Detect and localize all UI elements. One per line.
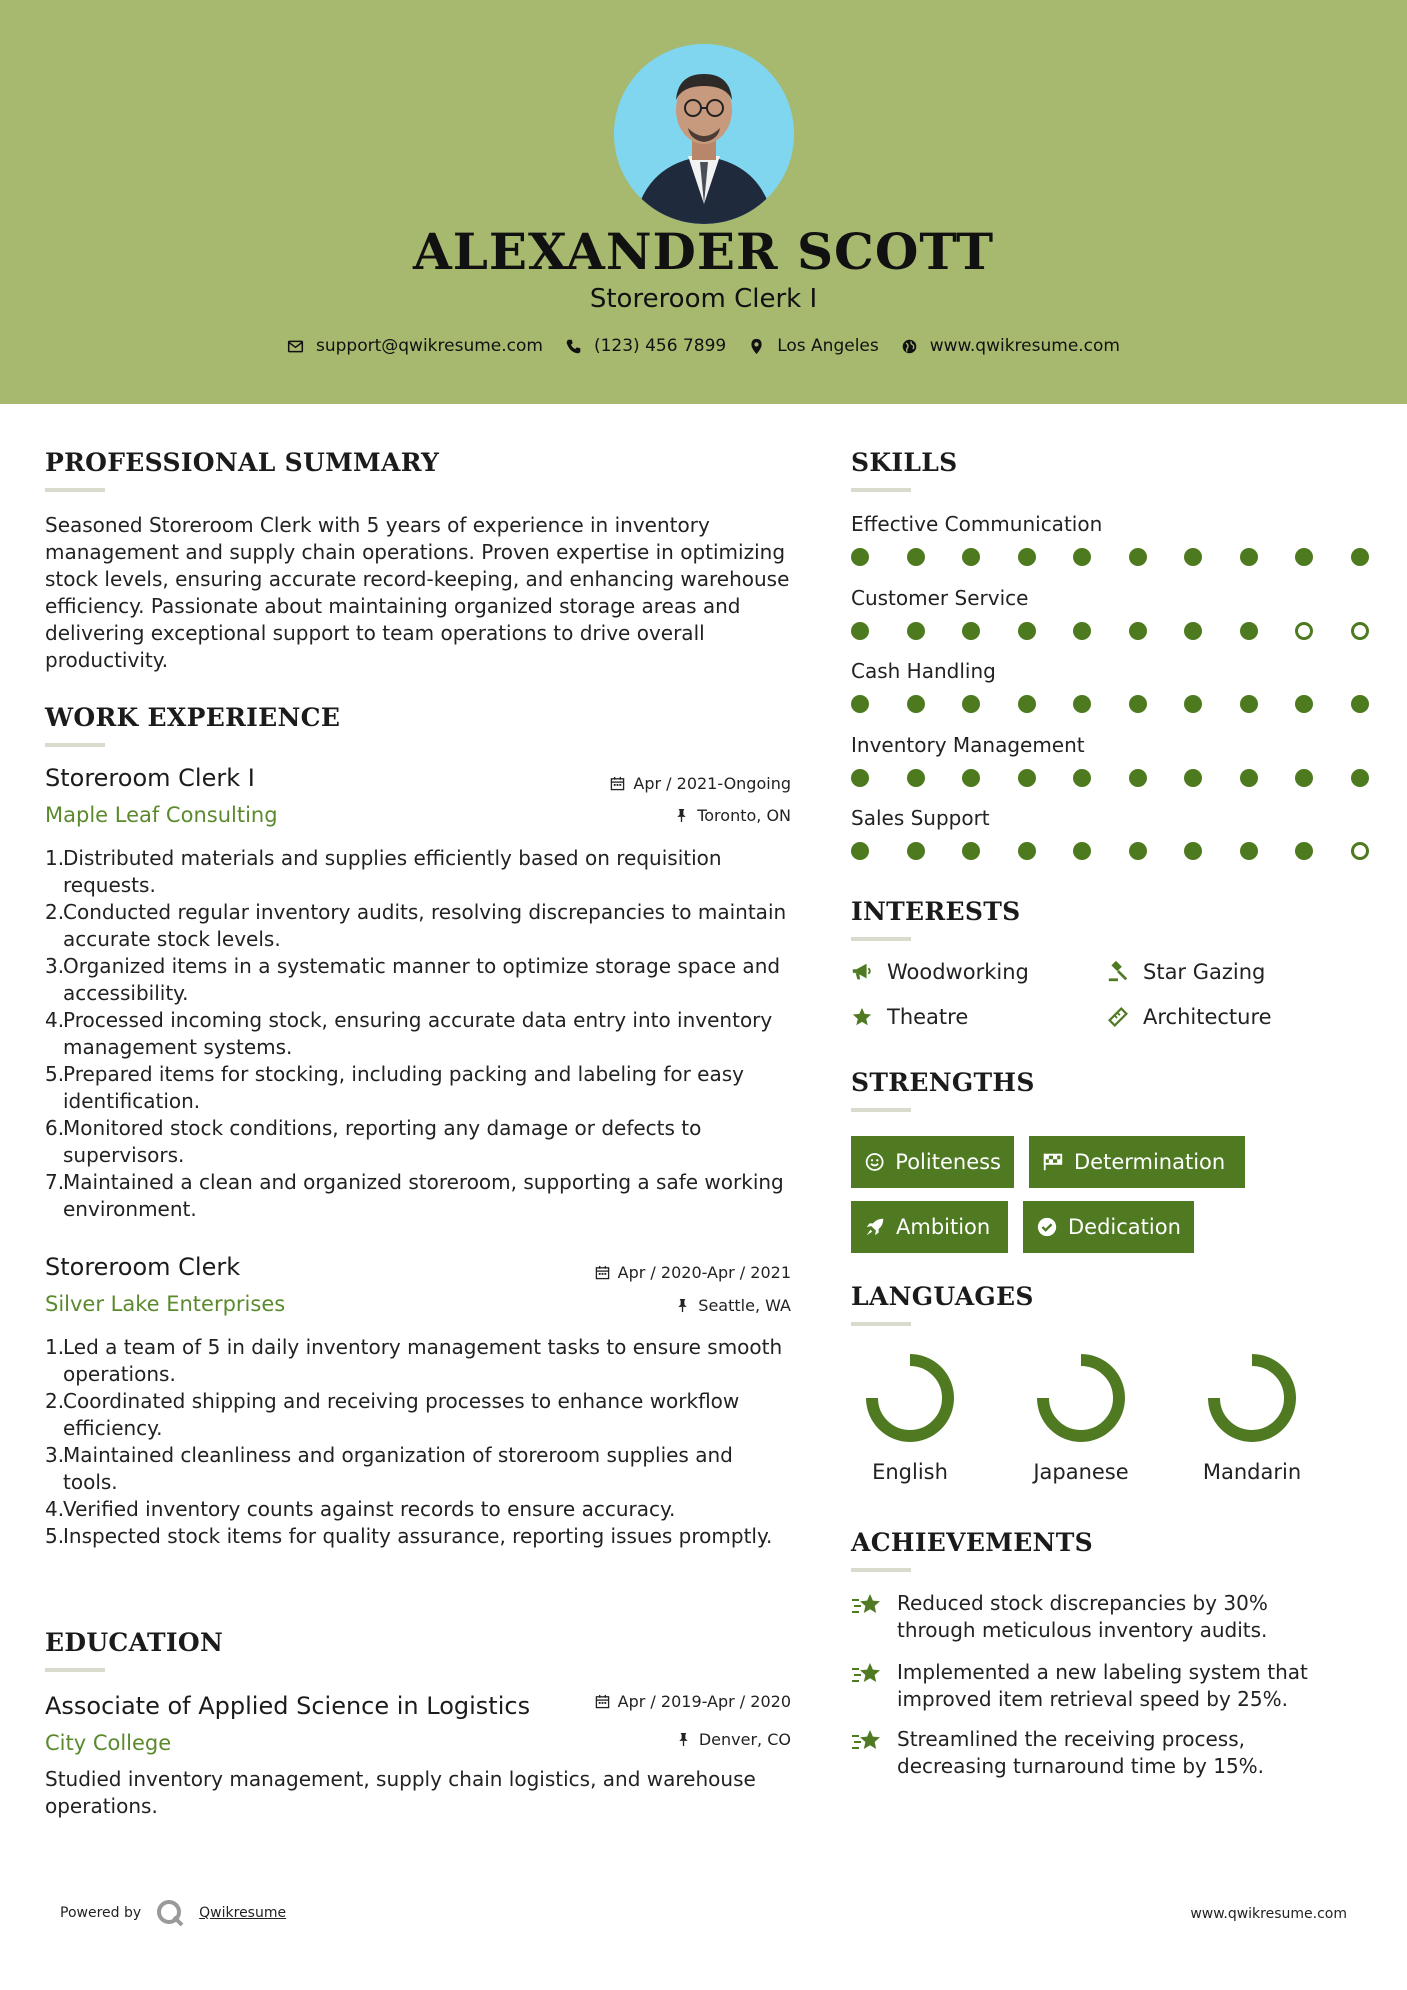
strength-politeness (851, 1136, 1014, 1188)
rating-dot-filled (1295, 548, 1313, 566)
achievement-text: Streamlined the receiving process, decreasing turnaround time by 15%. (897, 1727, 1265, 1778)
rating-dot-filled (1073, 695, 1091, 713)
education-rule (45, 1668, 105, 1672)
language-mandarin (1182, 1348, 1322, 1484)
rating-dot-filled (1018, 622, 1036, 640)
language-english (840, 1348, 980, 1484)
rating-dot-filled (907, 622, 925, 640)
strengths-rule (851, 1108, 911, 1112)
rating-dot-filled (962, 842, 980, 860)
rating-dot-filled (1295, 769, 1313, 787)
star-icon (851, 1006, 873, 1028)
skill-rating (851, 622, 1371, 642)
achievements-heading: ACHIEVEMENTS (851, 1528, 1093, 1557)
summary-heading: PROFESSIONAL SUMMARY (45, 448, 440, 477)
list-item: 1. Distributed materials and supplies efficiently based on requisition requests. (45, 846, 722, 897)
education-date (595, 1692, 791, 1711)
rating-dot-filled (1295, 695, 1313, 713)
job-1-bullets (45, 845, 790, 1223)
footer-website[interactable]: www.qwikresume.com (1190, 1906, 1347, 1922)
list-item: 5. Inspected stock items for quality assurance, reporting issues promptly. (45, 1524, 773, 1548)
rating-dot-filled (1129, 769, 1147, 787)
rating-dot-filled (1184, 548, 1202, 566)
skill-name: Customer Service (851, 585, 1029, 610)
skill-rating (851, 548, 1371, 568)
list-item: 3. Organized items in a systematic manner to optimize storage space and accessibility. (45, 954, 781, 1005)
job-2-company: Silver Lake Enterprises (45, 1292, 286, 1316)
list-item: 6. Monitored stock conditions, reporting any damage or defects to supervisors. (45, 1116, 702, 1167)
strength-label: Determination (1074, 1150, 1226, 1174)
languages-rule (851, 1322, 911, 1326)
contact-bar (0, 336, 1407, 356)
interest-label: Architecture (1143, 1005, 1272, 1029)
rating-dot-filled (1073, 548, 1091, 566)
map-pin-icon (748, 338, 765, 355)
interests-heading: INTERESTS (851, 897, 1021, 926)
rating-dot-filled (851, 548, 869, 566)
job-2-date-text: Apr / 2020-Apr / 2021 (617, 1263, 791, 1282)
candidate-title: Storeroom Clerk I (589, 284, 818, 314)
contact-location-text: Los Angeles (777, 336, 879, 356)
skill-name: Inventory Management (851, 732, 1085, 757)
footer-branding (60, 1898, 286, 1928)
language-ring (860, 1348, 960, 1448)
education-location (676, 1730, 791, 1749)
skill-rating (851, 769, 1371, 789)
pushpin-icon (675, 1298, 690, 1313)
megaphone-icon (851, 961, 873, 983)
rating-dot-filled (1184, 622, 1202, 640)
rating-dot-filled (1240, 695, 1258, 713)
rating-dot-filled (907, 769, 925, 787)
rating-dot-filled (851, 769, 869, 787)
rating-dot-filled (851, 695, 869, 713)
job-1-title: Storeroom Clerk I (45, 764, 255, 792)
education-location-text: Denver, CO (698, 1730, 791, 1749)
job-1-location-text: Toronto, ON (697, 806, 791, 825)
rocket-icon (864, 1216, 886, 1238)
skills-heading: SKILLS (851, 448, 958, 477)
summary-text: Seasoned Storeroom Clerk with 5 years of experience in inventory management and supply chain operations. Proven expertise in optimizing stock levels, ensuring accurate record-keeping, and enhancing warehouse efficiency. Passionate about maintaining organized storage areas and delivering exceptional support to team operations to drive overall productivity. (45, 513, 790, 672)
rating-dot-filled (1240, 842, 1258, 860)
job-1-company: Maple Leaf Consulting (45, 803, 278, 827)
interest-woodworking (851, 960, 1029, 984)
rating-dot-filled (1184, 769, 1202, 787)
contact-phone-text: (123) 456 7899 (593, 336, 727, 356)
achievement-text: Implemented a new labeling system that improved item retrieval speed by 25%. (897, 1660, 1308, 1711)
skill-name: Cash Handling (851, 659, 996, 683)
skills-rule (851, 488, 911, 492)
contact-website[interactable] (901, 336, 1120, 356)
rating-dot-filled (1184, 842, 1202, 860)
skill-name: Effective Communication (851, 512, 1103, 536)
language-ring (1202, 1348, 1302, 1448)
rating-dot-filled (962, 695, 980, 713)
rating-dot-empty (1295, 622, 1313, 640)
job-2-location (675, 1296, 791, 1315)
job-2-date (595, 1263, 791, 1282)
rating-dot-filled (1240, 548, 1258, 566)
experience-heading: WORK EXPERIENCE (45, 703, 341, 732)
pushpin-icon (674, 808, 689, 823)
star-achievement-icon (851, 1728, 883, 1756)
rating-dot-filled (1018, 769, 1036, 787)
achievement-item (851, 1726, 1351, 1780)
achievement-text: Reduced stock discrepancies by 30% through meticulous inventory audits. (897, 1591, 1268, 1642)
envelope-icon (287, 338, 304, 355)
powered-by-label: Powered by (60, 1905, 142, 1921)
interest-label: Theatre (887, 1005, 969, 1029)
resume-header (0, 0, 1407, 404)
rating-dot-filled (962, 769, 980, 787)
phone-icon (565, 338, 582, 355)
experience-rule (45, 743, 105, 747)
contact-website-text: www.qwikresume.com (929, 336, 1120, 356)
gavel-icon (1107, 961, 1129, 983)
rating-dot-filled (907, 842, 925, 860)
language-level-arc (1214, 1360, 1290, 1436)
strength-dedication (1023, 1201, 1194, 1253)
rating-dot-filled (1073, 842, 1091, 860)
interest-architecture (1107, 1005, 1272, 1029)
contact-phone[interactable] (565, 336, 726, 356)
qwikresume-link[interactable]: Qwikresume (199, 1905, 287, 1921)
rating-dot-filled (962, 548, 980, 566)
languages-heading: LANGUAGES (851, 1282, 1034, 1311)
strengths-heading: STRENGTHS (851, 1068, 1035, 1097)
education-heading: EDUCATION (45, 1628, 224, 1657)
job-2-location-text: Seattle, WA (698, 1296, 791, 1315)
list-item: 5. Prepared items for stocking, including packing and labeling for easy identification. (45, 1062, 744, 1113)
rating-dot-filled (962, 622, 980, 640)
profile-photo (614, 44, 794, 224)
rating-dot-filled (1351, 548, 1369, 566)
list-item: 1. Led a team of 5 in daily inventory management tasks to ensure smooth operations. (45, 1335, 783, 1386)
rating-dot-filled (1240, 622, 1258, 640)
calendar-icon (595, 1265, 610, 1280)
achievements-rule (851, 1568, 911, 1572)
rating-dot-filled (1129, 842, 1147, 860)
strength-label: Dedication (1068, 1215, 1181, 1239)
flag-icon (1042, 1151, 1064, 1173)
rating-dot-empty (1351, 622, 1369, 640)
rating-dot-filled (1129, 622, 1147, 640)
rating-dot-filled (1018, 695, 1036, 713)
skill-name: Sales Support (851, 806, 990, 830)
summary-rule (45, 488, 105, 492)
rating-dot-filled (1351, 769, 1369, 787)
rating-dot-filled (1129, 548, 1147, 566)
language-japanese (1011, 1348, 1151, 1484)
list-item: 4. Processed incoming stock, ensuring accurate data entry into inventory management systems. (45, 1008, 773, 1059)
rating-dot-filled (907, 548, 925, 566)
contact-email[interactable] (287, 336, 543, 356)
rating-dot-filled (1240, 769, 1258, 787)
interest-star-gazing (1107, 960, 1265, 984)
list-item: 7. Maintained a clean and organized storeroom, supporting a safe working environment. (45, 1170, 784, 1221)
job-2-title: Storeroom Clerk (45, 1253, 241, 1281)
strength-ambition (851, 1201, 1008, 1253)
rating-dot-filled (851, 842, 869, 860)
rating-dot-filled (1184, 695, 1202, 713)
interest-label: Star Gazing (1143, 960, 1266, 984)
interest-label: Woodworking (887, 960, 1029, 984)
language-name: Japanese (1033, 1460, 1129, 1484)
check-circle-icon (1036, 1216, 1058, 1238)
rating-dot-filled (1018, 842, 1036, 860)
education-description: Studied inventory management, supply chain logistics, and warehouse operations. (45, 1767, 756, 1818)
achievement-item (851, 1659, 1351, 1713)
rating-dot-filled (1073, 769, 1091, 787)
education-date-text: Apr / 2019-Apr / 2020 (617, 1692, 791, 1711)
job-2-bullets (45, 1334, 790, 1550)
education-degree: Associate of Applied Science in Logistics (45, 1692, 531, 1720)
strength-label: Ambition (896, 1215, 991, 1239)
qwikresume-logo-icon (155, 1898, 185, 1928)
candidate-name: ALEXANDER SCOTT (412, 222, 995, 281)
star-achievement-icon (851, 1592, 883, 1620)
language-ring (1031, 1348, 1131, 1448)
skill-rating (851, 842, 1371, 862)
language-level-arc (1043, 1360, 1119, 1436)
education-school: City College (45, 1731, 172, 1755)
language-name: English (872, 1460, 948, 1484)
rating-dot-filled (1129, 695, 1147, 713)
rating-dot-filled (1295, 842, 1313, 860)
list-item: 3. Maintained cleanliness and organization of storeroom supplies and tools. (45, 1443, 733, 1494)
job-1-date (610, 774, 791, 793)
star-achievement-icon (851, 1661, 883, 1689)
achievement-item (851, 1590, 1351, 1644)
globe-icon (901, 338, 918, 355)
job-1-location (674, 806, 791, 825)
interest-theatre (851, 1005, 968, 1029)
ruler-icon (1107, 1006, 1129, 1028)
language-level-arc (872, 1360, 948, 1436)
contact-email-text: support@qwikresume.com (316, 336, 543, 356)
smile-icon (864, 1151, 885, 1173)
list-item: 2. Coordinated shipping and receiving processes to enhance workflow efficiency. (45, 1389, 740, 1440)
rating-dot-filled (1351, 695, 1369, 713)
pushpin-icon (676, 1732, 691, 1747)
rating-dot-empty (1351, 842, 1369, 860)
interests-rule (851, 937, 911, 941)
strength-determination (1029, 1136, 1245, 1188)
job-1-date-text: Apr / 2021-Ongoing (633, 774, 791, 793)
list-item: 2. Conducted regular inventory audits, resolving discrepancies to maintain accurate stock levels. (45, 900, 787, 951)
rating-dot-filled (907, 695, 925, 713)
contact-location (748, 336, 879, 356)
calendar-icon (610, 776, 625, 791)
rating-dot-filled (851, 622, 869, 640)
skill-rating (851, 695, 1371, 715)
language-name: Mandarin (1202, 1460, 1302, 1484)
strength-label: Politeness (895, 1150, 1001, 1174)
rating-dot-filled (1018, 548, 1036, 566)
calendar-icon (595, 1694, 610, 1709)
list-item: 4. Verified inventory counts against records to ensure accuracy. (45, 1497, 676, 1521)
rating-dot-filled (1073, 622, 1091, 640)
